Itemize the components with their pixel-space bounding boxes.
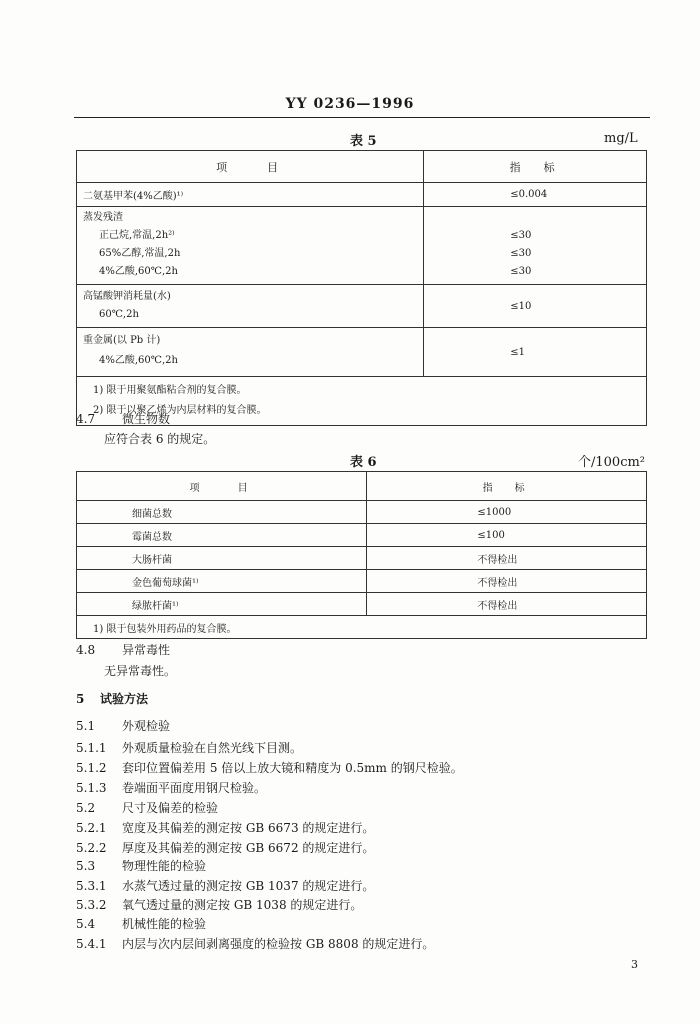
clause-line [76,779,266,796]
clause-text: 尺寸及偏差的检验 [122,801,219,815]
clause-text: 宽度及其偏差的测定按 GB 6673 的规定进行。 [122,821,375,835]
table5-footnote: 2) 限于以聚乙烯为内层材料的复合膜。 [93,405,267,416]
table5-row-value: ≤30 [510,266,532,277]
table5-group-label: 蒸发残渣 [83,212,123,223]
table6-row-value: ≤100 [367,524,647,547]
clause-text: 氧气透过量的测定按 GB 1038 的规定进行。 [122,898,363,912]
table6-footnote: 1) 限于包装外用药品的复合膜。 [93,623,237,635]
table5-row-item: 二氨基甲苯(4%乙酸)¹⁾ [77,183,424,207]
clause-number: 5.3 [76,859,96,873]
section-number: 4.7 [76,412,96,426]
section-title: 异常毒性 [122,643,171,657]
table6-header-item: 项 目 [77,472,367,501]
clause-line [76,857,206,874]
table6-row-item: 绿脓杆菌¹⁾ [77,593,367,616]
clause-text: 机械性能的检验 [122,917,207,931]
table5-group-label: 高锰酸钾消耗量(水) [83,291,171,302]
clause-text: 内层与次内层间剥离强度的检验按 GB 8808 的规定进行。 [122,937,435,951]
clause-number: 5.2 [76,801,96,815]
table5-subitem: 4%乙酸,60℃,2h [99,355,178,366]
table6-unit: 个/100cm² [578,455,646,470]
table5-header-item: 项 目 [77,151,424,183]
table5-footnote: 1) 限于用聚氨酯粘合剂的复合膜。 [93,385,247,396]
table5-unit: mg/L [604,131,638,146]
clause-number: 5.1.1 [76,741,107,755]
clause-number: 5.3.2 [76,898,107,912]
table6-row-value: 不得检出 [367,593,647,616]
clause-number: 5.1.2 [76,761,107,775]
table6-row-item: 金色葡萄球菌¹⁾ [77,570,367,593]
clause-text: 套印位置偏差用 5 倍以上放大镜和精度为 0.5mm 的钢尺检验。 [122,761,463,775]
clause-text: 卷端面平面度用钢尺检验。 [122,781,267,795]
clause-text: 物理性能的检验 [122,859,207,873]
table6-row-value: 不得检出 [367,570,647,593]
clause-number: 5.1.3 [76,781,107,795]
clause-line [76,896,362,913]
table5-row-value: ≤1 [424,328,647,377]
clause-line [76,915,206,932]
table5-subitem: 60℃,2h [99,309,139,320]
clause-text: 厚度及其偏差的测定按 GB 6672 的规定进行。 [122,841,375,855]
table5 [76,150,647,426]
clause-number: 5.4.1 [76,937,107,951]
clause-line [76,799,218,816]
clause-line [76,935,434,952]
clause-number: 5.4 [76,917,96,931]
table5-row-value: ≤30 [510,248,532,259]
clause-line [76,739,302,756]
clause-line [76,819,374,836]
clause-text: 外观检验 [122,719,171,733]
table5-header-value: 指 标 [424,151,647,183]
table5-subitem: 65%乙醇,常温,2h [99,248,181,259]
table6-caption: 表 6 [350,455,377,470]
section-4-7-body: 应符合表 6 的规定。 [104,432,216,446]
table5-group-label: 重金属(以 Pb 计) [83,335,161,346]
clause-line [76,717,170,734]
table5-row-value: ≤0.004 [424,183,647,207]
clause-text: 外观质量检验在自然光线下目测。 [122,741,303,755]
clause-number: 5.1 [76,719,96,733]
table6-row-value: ≤1000 [367,501,647,524]
section-title: 试验方法 [100,692,149,706]
document-header: YY 0236—1996 [285,96,415,112]
clause-number: 5.2.2 [76,841,107,855]
table6-header-value: 指 标 [367,472,647,501]
table6 [76,471,647,639]
section-title: 微生物数 [122,412,171,426]
section-4-7-heading [76,410,170,427]
table5-row-value: ≤10 [424,285,647,328]
section-number: 5 [76,692,85,706]
page-number: 3 [631,958,638,971]
header-rule [74,117,650,118]
table6-row-item: 大肠杆菌 [77,547,367,570]
clause-text: 水蒸气透过量的测定按 GB 1037 的规定进行。 [122,879,375,893]
section-4-8-heading [76,641,170,658]
section-5-heading [76,690,148,707]
clause-line [76,759,463,776]
table5-subitem: 4%乙酸,60℃,2h [99,266,178,277]
section-4-8-body: 无异常毒性。 [104,664,177,678]
clause-line [76,839,374,856]
table5-row-value: ≤30 [510,230,532,241]
section-number: 4.8 [76,643,96,657]
table6-row-item: 细菌总数 [77,501,367,524]
table5-subitem: 正己烷,常温,2h²⁾ [99,230,175,241]
clause-number: 5.3.1 [76,879,107,893]
table6-row-item: 霉菌总数 [77,524,367,547]
table5-caption: 表 5 [350,134,377,149]
clause-number: 5.2.1 [76,821,107,835]
table6-row-value: 不得检出 [367,547,647,570]
clause-line [76,877,374,894]
